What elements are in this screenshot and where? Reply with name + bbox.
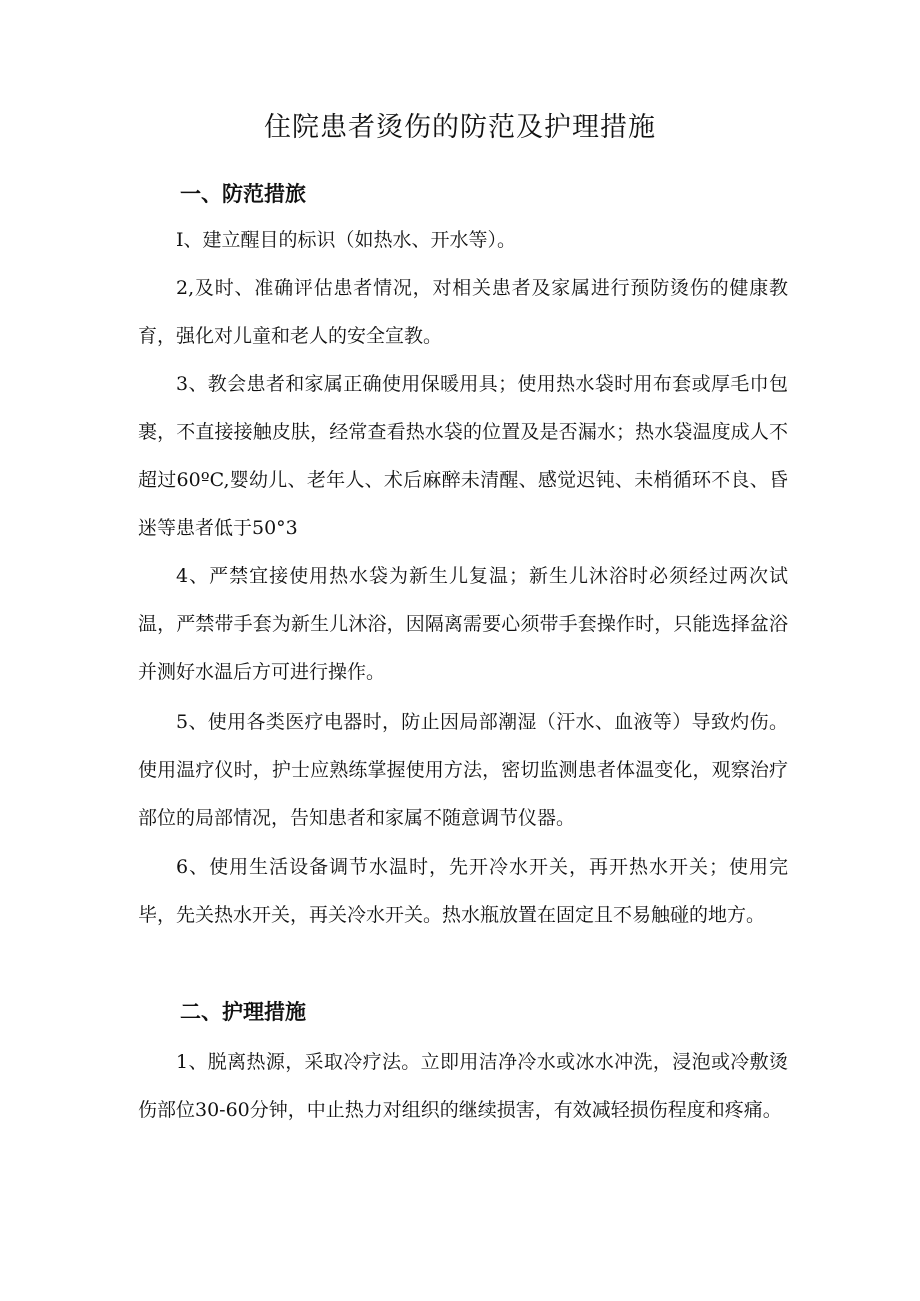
prevention-paragraph-1: I、建立醒目的标识（如热水、开水等）。: [176, 229, 517, 251]
section-heading-nursing: 二、护理措施: [180, 1000, 306, 1024]
prevention-paragraph-3: 3、教会患者和家属正确使用保暖用具；使用热水袋时用布套或厚毛巾包裹，不直接接触皮肤，经常查看热水袋的位置及是否漏水；热水袋温度成人不超过60ºC,婴幼儿、老年人、术后麻醉未清醒、感觉迟钝、未梢循环不良、昏迷等患者低于50°3: [138, 373, 788, 539]
section-heading-prevention: 一、防范措旅: [180, 182, 306, 206]
prevention-paragraph-5: 5、使用各类医疗电器时，防止因局部潮湿（汗水、血液等）导致灼伤。使用温疗仪时，护士应熟练掌握使用方法，密切监测患者体温变化，观察治疗部位的局部情况，告知患者和家属不随意调节仪器。: [138, 711, 788, 829]
prevention-paragraph-2: 2,及时、准确评估患者情况，对相关患者及家属进行预防烫伤的健康教育，强化对儿童和老人的安全宣教。: [138, 277, 788, 347]
prevention-paragraph-4: 4、严禁宜接使用热水袋为新生儿复温；新生儿沐浴时必须经过两次试温，严禁带手套为新生儿沐浴，因隔离需要心须带手套操作时，只能选择盆浴并测好水温后方可进行操作。: [138, 565, 788, 683]
nursing-paragraph-1: 1、脱离热源，采取冷疗法。立即用洁净冷水或冰水冲洗，浸泡或冷敷烫伤部位30-60分钟，中止热力对组织的继续损害，有效减轻损伤程度和疼痛。: [138, 1051, 788, 1121]
prevention-paragraph-6: 6、使用生活设备调节水温时，先开冷水开关，再开热水开关；使用完毕，先关热水开关，再关冷水开关。热水瓶放置在固定且不易触碰的地方。: [138, 856, 788, 926]
page-title: 住院患者烫伤的防范及护理措施: [264, 112, 656, 143]
